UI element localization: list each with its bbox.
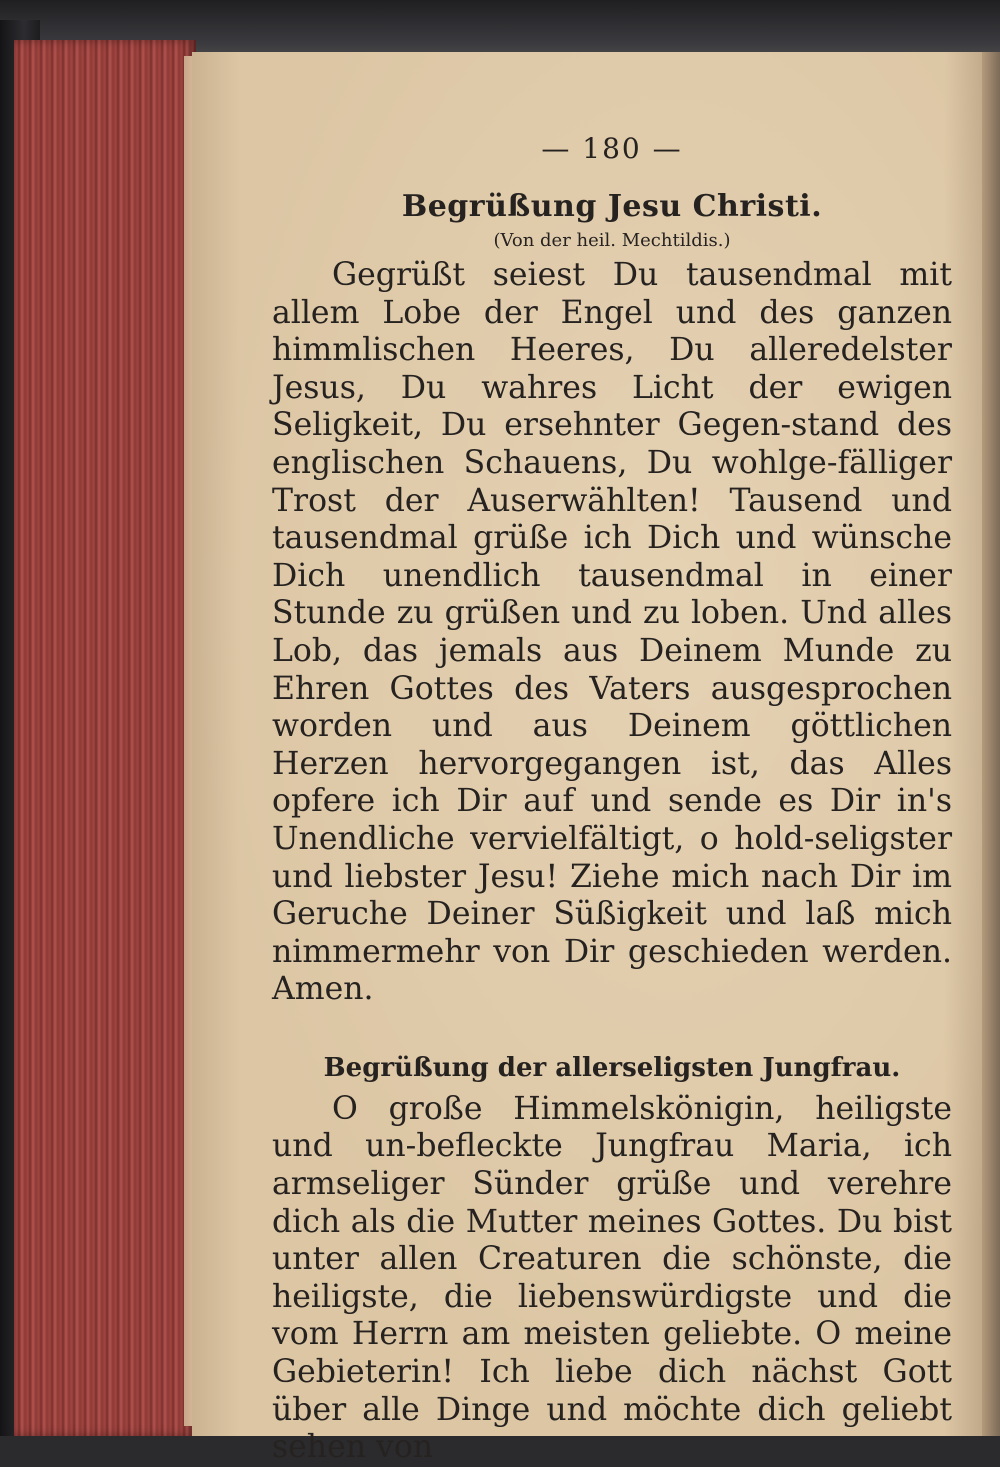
section-title-mary: Begrüßung der allerseligsten Jungfrau. bbox=[323, 1052, 901, 1083]
prayer-text-mary: O große Himmelskönigin, heiligste und un-befleckte Jungfrau Maria, ich armseliger Sünder grüße und verehre dich als die Mutter meines Gottes. Du bist unter allen Creaturen die schönste, die heiligste, die liebenswürdigste und die vom Herrn am meisten geliebte. O meine Gebieterin! Ich liebe dich nächst Gott über alle Dinge und möchte dich geliebt sehen von bbox=[272, 1090, 952, 1466]
text-block bbox=[272, 132, 952, 1467]
page-right-edge bbox=[982, 52, 1000, 1436]
prayer-text-jesus: Gegrüßt seiest Du tausendmal mit allem Lobe der Engel und des ganzen himmlischen Heeres, Du alleredelster Jesus, Du wahres Licht der ewigen Seligkeit, Du ersehnter Gegen-stand des englischen Schauens, Du wohlge-fälliger Trost der Auserwählten! Tausend und tausendmal grüße ich Dich und wünsche Dich unendlich tausendmal in einer Stunde zu grüßen und zu loben. Und alles Lob, das jemals aus Deinem Munde zu Ehren Gottes des Vaters ausgesprochen worden und aus Deinem göttlichen Herzen hervorgegangen ist, das Alles opfere ich Dir auf und sende es Dir in's Unendliche vervielfältigt, o hold-seligster und liebster Jesu! Ziehe mich nach Dir im Geruche Deiner Süßigkeit und laß mich nimmermehr von Dir geschieden werden. Amen. bbox=[272, 257, 952, 1008]
page-number: — 180 — bbox=[541, 132, 683, 165]
section-subtitle: (Von der heil. Mechtildis.) bbox=[493, 230, 731, 251]
book-page bbox=[192, 52, 992, 1466]
section-title-jesus: Begrüßung Jesu Christi. bbox=[401, 189, 823, 224]
page-edges bbox=[14, 40, 196, 1436]
